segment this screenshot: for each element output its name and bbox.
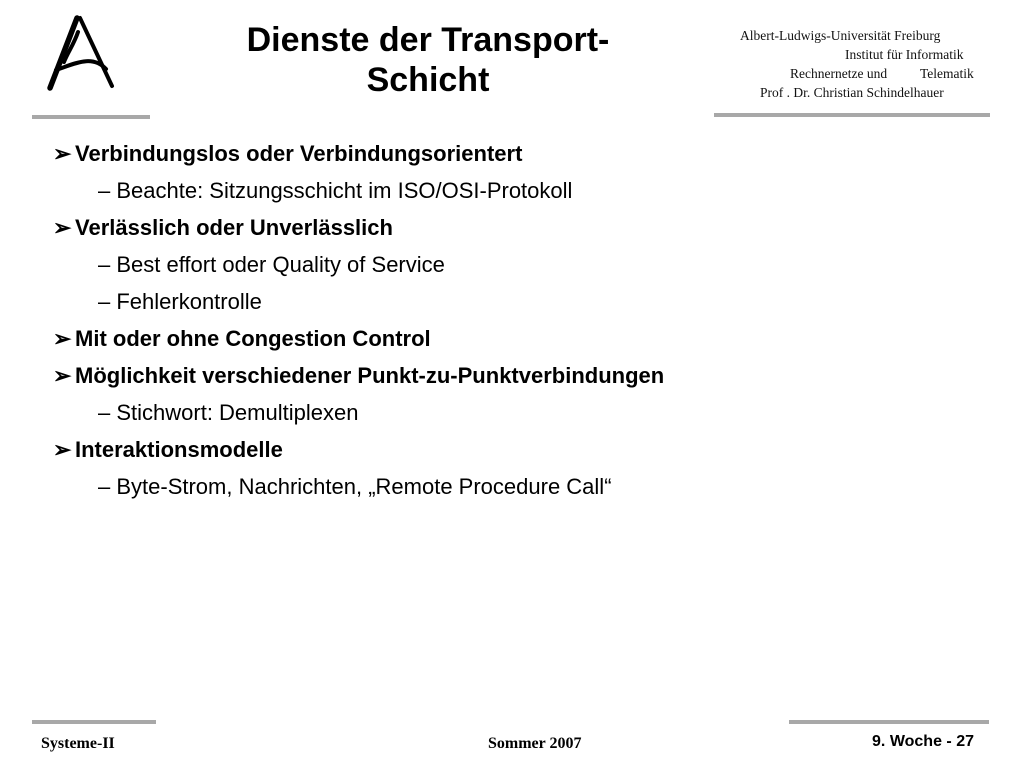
- title-line-2: Schicht: [366, 61, 490, 99]
- bullet-item: [53, 135, 993, 172]
- bullet-text: Möglichkeit verschiedener Punkt-zu-Punktverbindungen: [75, 363, 665, 388]
- bullet-item: [53, 357, 993, 394]
- bullet-text: – Beachte: Sitzungsschicht im ISO/OSI-Protokoll: [98, 178, 573, 203]
- sub-bullet-item: [53, 468, 993, 505]
- bullet-text: – Byte-Strom, Nachrichten, „Remote Procedure Call“: [98, 474, 612, 499]
- institution-institute: Institut für Informatik: [845, 47, 964, 62]
- bullet-text: Interaktionsmodelle: [75, 437, 283, 462]
- bullet-text: Mit oder ohne Congestion Control: [75, 326, 431, 351]
- arrow-bullet-icon: ➢: [53, 141, 72, 166]
- institution-professor: Prof . Dr. Christian Schindelhauer: [760, 85, 944, 100]
- bullet-item: [53, 209, 993, 246]
- footer-term: Sommer 2007: [488, 735, 582, 752]
- bullet-item: [53, 320, 993, 357]
- header-divider-right: [714, 113, 990, 117]
- arrow-bullet-icon: ➢: [53, 363, 72, 388]
- header-divider-left: [32, 115, 150, 119]
- footer-course: Systeme-II: [41, 735, 115, 752]
- sub-bullet-item: [53, 172, 993, 209]
- bullet-text: Verlässlich oder Unverlässlich: [75, 215, 393, 240]
- slide-title: [170, 20, 686, 100]
- footer-page-number: 9. Woche - 27: [872, 733, 974, 750]
- sub-bullet-item: [53, 394, 993, 431]
- footer-divider-left: [32, 720, 156, 724]
- sub-bullet-item: [53, 246, 993, 283]
- footer-divider-right: [789, 720, 989, 724]
- sub-bullet-item: [53, 283, 993, 320]
- bullet-text: – Fehlerkontrolle: [98, 289, 262, 314]
- bullet-item: [53, 431, 993, 468]
- arrow-bullet-icon: ➢: [53, 215, 72, 240]
- arrow-bullet-icon: ➢: [53, 437, 72, 462]
- bullet-text: – Best effort oder Quality of Service: [98, 252, 445, 277]
- arrow-bullet-icon: ➢: [53, 326, 72, 351]
- university-logo-icon: [34, 14, 124, 96]
- bullet-text: Verbindungslos oder Verbindungsorientert: [75, 141, 523, 166]
- bullet-text: – Stichwort: Demultiplexen: [98, 400, 359, 425]
- institution-chair-part2: Telematik: [920, 66, 974, 81]
- institution-university: Albert-Ludwigs-Universität Freiburg: [740, 28, 941, 43]
- title-line-1: Dienste der Transport-: [246, 21, 610, 59]
- slide-content: [53, 135, 993, 505]
- institution-chair-part1: Rechnernetze und: [790, 66, 888, 81]
